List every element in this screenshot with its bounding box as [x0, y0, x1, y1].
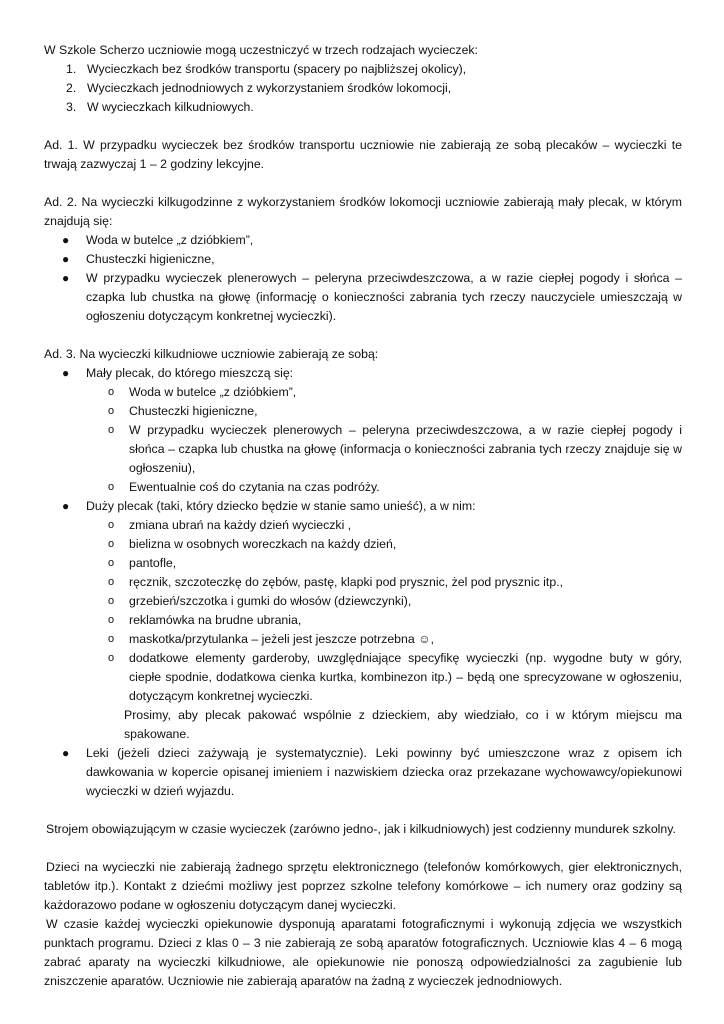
list-item-text: W przypadku wycieczek plenerowych – peleryna przeciwdeszczowa, a w razie ciepłej pogody i słońca – czapka lub chustka na głowę (informację o konieczności zabrania tych rzeczy nauczyciele umieszczają w ogłoszeniu dotyczącym konkretnej wycieczki). [86, 271, 682, 323]
list-item [44, 98, 682, 117]
list-item [86, 554, 682, 573]
list-item [44, 60, 682, 79]
circle-bullet-icon: o [108, 614, 115, 626]
circle-bullet-icon: o [108, 538, 115, 550]
list-item [86, 630, 682, 649]
list-item [86, 611, 682, 630]
bullet-icon: ● [62, 233, 70, 247]
circle-bullet-icon: o [108, 595, 115, 607]
cameras-paragraph: W czasie każdej wycieczki opiekunowie dysponują aparatami fotograficznymi i wykonują zdjęcia we wszystkich punktach programu. Dzieci z klas 0 – 3 nie zabierają ze sobą aparatów fotograficznych. Uczniowie klas 4 – 6 mogą zabrać aparaty na wycieczki kilkudniowe, ale opiekunowie nie ponoszą odpowiedzialności za zagubienie lub zniszczenie aparatów. Uczniowie nie zabierają aparatów na żadną z wycieczek jednodniowych. [44, 917, 682, 988]
list-item-text: W wycieczkach kilkudniowych. [87, 100, 254, 114]
small-backpack-list [86, 383, 682, 497]
list-item [86, 421, 682, 478]
small-backpack-item [44, 364, 682, 497]
list-item [44, 250, 682, 269]
large-backpack-label: Duży plecak (taki, który dziecko będzie w stanie samo unieść), a w nim: [86, 499, 476, 513]
list-number: 1. [66, 62, 77, 76]
bullet-icon: ● [62, 271, 70, 285]
bullet-icon: ● [62, 366, 70, 380]
list-item [44, 231, 682, 250]
list-item [86, 478, 682, 497]
ad1-paragraph: Ad. 1. W przypadku wycieczek bez środków transportu uczniowie nie zabierają ze sobą plecaków – wycieczki te trwają zazwyczaj 1 – 2 godziny lekcyjne. [44, 138, 682, 171]
large-backpack-list [86, 516, 682, 706]
list-item-text: reklamówka na brudne ubrania, [129, 613, 302, 627]
list-item-text: Woda w butelce „z dzióbkiem”, [129, 385, 297, 399]
list-item-text: dodatkowe elementy garderoby, uwzględniające specyfikę wycieczki (np. wygodne buty w góry, ciepłe spodnie, dodatkowa cienka kurtka, kombinezon itp.) – będą one sprecyzowane w ogłoszeniu, dotyczącym konkretnej wycieczki. [129, 651, 682, 703]
circle-bullet-icon: o [108, 557, 115, 569]
list-item [86, 649, 682, 706]
bullet-icon: ● [62, 252, 70, 266]
list-item-text: Chusteczki higieniczne, [129, 404, 258, 418]
list-item-text: ręcznik, szczoteczkę do zębów, pastę, klapki pod prysznic, żel pod prysznic itp., [129, 575, 564, 589]
list-item [86, 535, 682, 554]
list-item-text: zmiana ubrań na każdy dzień wycieczki , [129, 518, 352, 532]
list-item-text: Woda w butelce „z dzióbkiem”, [86, 233, 254, 247]
large-backpack-item [44, 497, 682, 744]
list-item [86, 573, 682, 592]
trip-types-list [44, 60, 682, 117]
circle-bullet-icon: o [108, 405, 115, 417]
list-item-text: Wycieczkach bez środków transportu (spacery po najbliższej okolicy), [87, 62, 467, 76]
circle-bullet-icon: o [108, 652, 115, 664]
circle-bullet-icon: o [108, 576, 115, 588]
list-item [86, 516, 682, 535]
uniform-paragraph: Strojem obowiązującym w czasie wycieczek (zarówno jedno-, jak i kilkudniowych) jest codzienny mundurek szkolny. [46, 822, 676, 836]
list-item-text: pantofle, [129, 556, 177, 570]
bullet-icon: ● [62, 746, 70, 760]
circle-bullet-icon: o [108, 633, 115, 645]
list-item [86, 383, 682, 402]
list-number: 3. [66, 100, 77, 114]
ad2-intro: Ad. 2. Na wycieczki kilkugodzinne z wykorzystaniem środków lokomocji uczniowie zabierają mały plecak, w którym znajdują się: [44, 195, 682, 228]
circle-bullet-icon: o [108, 519, 115, 531]
packing-note: Prosimy, aby plecak pakować wspólnie z dzieckiem, aby wiedziało, co i w którym miejscu ma spakowane. [124, 708, 682, 741]
ad2-list [44, 231, 682, 326]
list-item-text: Leki (jeżeli dzieci zażywają je systematycznie). Leki powinny być umieszczone wraz z opisem ich dawkowania w kopercie opisanej imieniem i nazwiskiem dziecka oraz przekazane wychowawcy/opiekunowi wycieczki w dzień wyjazdu. [86, 746, 682, 798]
list-item-text: Chusteczki higieniczne, [86, 252, 215, 266]
list-item-text: W przypadku wycieczek plenerowych – peleryna przeciwdeszczowa, a w razie ciepłej pogody i słońca – czapka lub chustka na głowę (informacja o konieczności zabrania tych rzeczy znajduje się w ogłoszeniu), [129, 423, 682, 475]
list-item-text: Ewentualnie coś do czytania na czas podróży. [129, 480, 380, 494]
list-item [86, 592, 682, 611]
circle-bullet-icon: o [108, 424, 115, 436]
electronics-paragraph: Dzieci na wycieczki nie zabierają żadnego sprzętu elektronicznego (telefonów komórkowych, gier elektronicznych, tabletów itp.). Kontakt z dziećmi możliwy jest poprzez szkolne telefony komórkowe – ich numery oraz godziny są każdorazowo podane w ogłoszeniu dotyczącym danej wycieczki. [44, 860, 682, 912]
ad3-intro: Ad. 3. Na wycieczki kilkudniowe uczniowie zabierają ze sobą: [44, 347, 379, 361]
circle-bullet-icon: o [108, 481, 115, 493]
list-item-text: bielizna w osobnych woreczkach na każdy dzień, [129, 537, 397, 551]
list-item [86, 402, 682, 421]
medicine-item [44, 744, 682, 801]
list-item [44, 269, 682, 326]
list-item-text: Wycieczkach jednodniowych z wykorzystaniem środków lokomocji, [87, 81, 452, 95]
list-item [44, 79, 682, 98]
bullet-icon: ● [62, 499, 70, 513]
document-page [44, 41, 682, 991]
list-number: 2. [66, 81, 77, 95]
circle-bullet-icon: o [108, 386, 115, 398]
list-item-text: maskotka/przytulanka – jeżeli jest jeszcze potrzebna ☺, [129, 632, 435, 646]
list-item-text: grzebień/szczotka i gumki do włosów (dziewczynki), [129, 594, 412, 608]
intro-text: W Szkole Scherzo uczniowie mogą uczestniczyć w trzech rodzajach wycieczek: [44, 43, 478, 57]
small-backpack-label: Mały plecak, do którego mieszczą się: [86, 366, 294, 380]
ad3-list [44, 364, 682, 801]
